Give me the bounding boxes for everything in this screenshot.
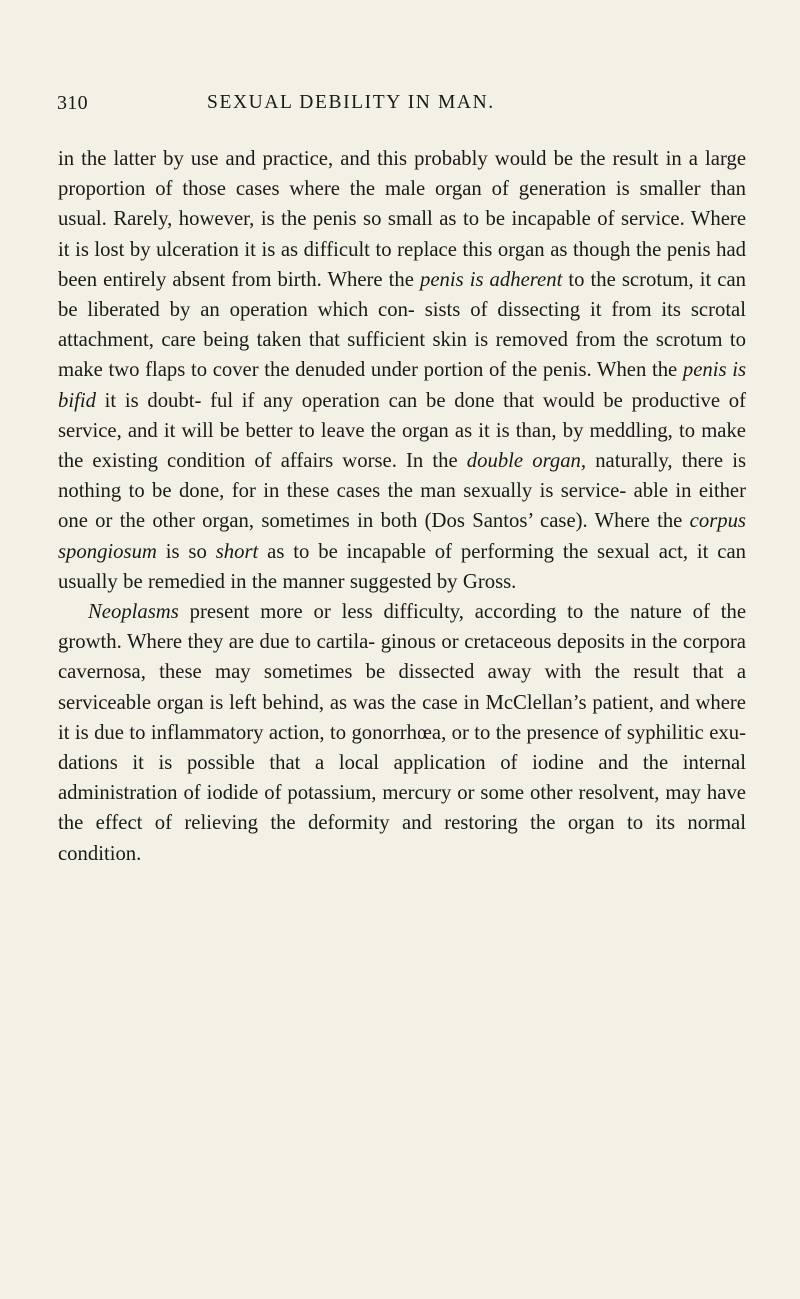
paragraph-1-text-6: as to be incapable of performing the sexual act, it can usually be remedied in the manner suggested by Gross. [58, 540, 747, 593]
paragraph-1 [58, 144, 746, 597]
paragraph-1-text-2: to the scrotum, it can be liberated by an operation which con- sists of dissecting it from its scrotal attachment, care being taken that sufficient skin is removed from the scrotum to make two flaps to cover the denuded under portion of the penis. When the [58, 268, 747, 382]
paragraph-2 [58, 597, 746, 869]
paragraph-1-text-1: in the latter by use and practice, and this probably would be the result in a large proportion of those cases where the male organ of generation is smaller than usual. Rarely, however, is the penis so small as to be incapable of service. Where it is lost by ulceration it is as difficult to replace this organ as though the penis had been entirely absent from birth. Where the [58, 148, 746, 291]
italic-phrase-penis-bifid: penis is bifid [58, 359, 746, 412]
italic-phrase-penis-adherent: penis is adherent [419, 268, 563, 291]
page-number: 310 [57, 92, 88, 114]
paragraph-1-text-5: is so [156, 540, 216, 563]
italic-phrase-corpus-spongiosum: corpus spongiosum [58, 510, 746, 563]
page-header [57, 92, 757, 122]
italic-word-neoplasms: Neoplasms [88, 601, 179, 624]
paragraph-2-text-1: present more or less difficulty, according to the nature of the growth. Where they are due to cartila- ginous or cretaceous deposits in the corpora cavernosa, these may sometimes be dissected away with the result that a serviceable organ is left behind, as was the case in McClellan’s patient, and where it is due to inflammatory action, to gonorrhœa, or to the presence of syphilitic exu- dations it is possible that a local application of iodine and the internal administration of iodide of potassium, mercury or some other resolvent, may have the effect of relieving the deformity and restoring the organ to its normal condition. [58, 601, 746, 865]
italic-word-short: short [215, 540, 259, 563]
italic-phrase-double-organ: double organ, [466, 450, 587, 473]
body-text [58, 144, 746, 869]
paragraph-1-text-3: it is doubt- ful if any operation can be done that would be productive of service, and it will be better to leave the organ as it is than, by meddling, to make the existing condition of affairs worse. In the [58, 389, 746, 473]
paragraph-1-text-4: naturally, there is nothing to be done, for in these cases the man sexually is service- able in either one or the other organ, sometimes in both (Dos Santos’ case). Where the [58, 450, 746, 533]
running-title: SEXUAL DEBILITY IN MAN. [207, 92, 495, 113]
